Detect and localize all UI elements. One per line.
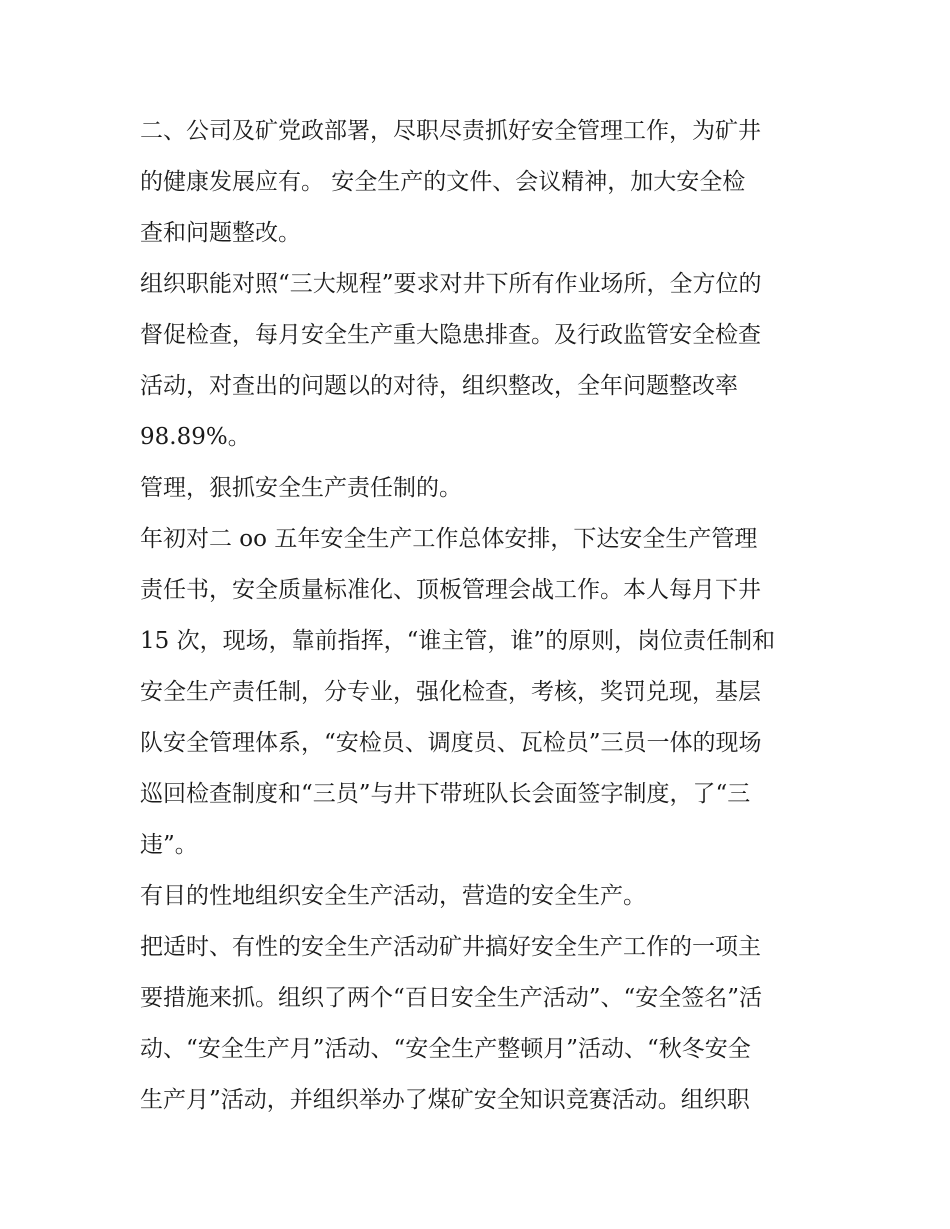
text-line: 安全生产责任制，分专业，强化检查，考核，奖罚兑现，基层	[140, 679, 761, 705]
text-line: 生产月”活动，并组织举办了煤矿安全知识竞赛活动。组织职	[140, 1087, 750, 1113]
paragraph-activities	[140, 922, 820, 1126]
text-line: 责任书，安全质量标准化、顶板管理会战工作。本人每月下井	[140, 577, 761, 603]
text-line: 巡回检查制度和“三员”与井下带班队长会面签字制度，了“三	[140, 781, 751, 807]
text-line: 的健康发展应有。 安全生产的文件、会议精神，加大安全检	[140, 169, 746, 195]
paragraph-responsibility-heading	[140, 463, 820, 514]
text-line: 年初对二 oo 五年安全生产工作总体安排，下达安全生产管理	[140, 526, 758, 552]
text-line: 管理，狠抓安全生产责任制的。	[140, 475, 462, 501]
text-line: 违”。	[140, 832, 198, 858]
text-line: 15 次，现场，靠前指挥，“谁主管，谁”的原则，岗位责任制和	[140, 628, 776, 654]
text-line: 98.89%。	[140, 424, 251, 450]
text-line: 有目的性地组织安全生产活动，营造的安全生产。	[140, 883, 646, 909]
paragraph-safety-management	[140, 106, 820, 259]
text-line: 活动，对查出的问题以的对待，组织整改，全年问题整改率	[140, 373, 738, 399]
text-line: 二、公司及矿党政部署，尽职尽责抓好安全管理工作，为矿井	[140, 118, 761, 144]
text-line: 把适时、有性的安全生产活动矿井搞好安全生产工作的一项主	[140, 934, 761, 960]
text-line: 队安全管理体系，“安检员、调度员、瓦检员”三员一体的现场	[140, 730, 762, 756]
text-line: 动、“安全生产月”活动、“安全生产整顿月”活动、“秋冬安全	[140, 1036, 751, 1062]
text-line: 督促检查，每月安全生产重大隐患排查。及行政监管安全检查	[140, 322, 761, 348]
paragraph-activities-heading	[140, 871, 820, 922]
document-body	[140, 106, 820, 1126]
paragraph-annual-plan	[140, 514, 820, 871]
text-line: 查和问题整改。	[140, 220, 301, 246]
paragraph-inspection	[140, 259, 820, 463]
text-line: 组织职能对照“三大规程”要求对井下所有作业场所，全方位的	[140, 271, 762, 297]
text-line: 要措施来抓。组织了两个“百日安全生产活动”、“安全签名”活	[140, 985, 763, 1011]
